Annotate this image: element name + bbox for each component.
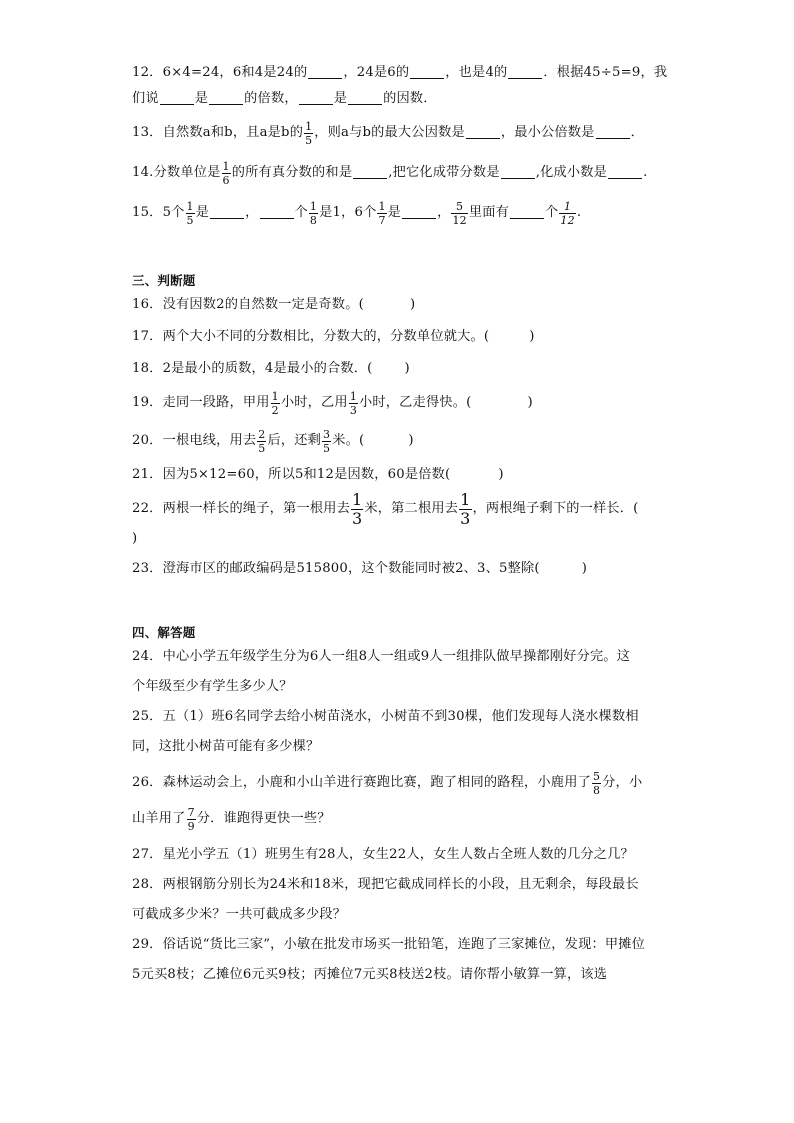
q14-text: ,化成小数是 <box>535 165 608 180</box>
fraction-denominator: 12 <box>560 213 575 227</box>
answer-blank[interactable] <box>402 204 436 219</box>
q21-paren-close: ) <box>498 467 504 482</box>
q19-paren-close: ) <box>527 395 533 410</box>
fraction-numerator: 5 <box>456 199 464 213</box>
fraction <box>351 489 363 528</box>
q26-text: 山羊用了 <box>132 811 186 826</box>
answer-blank[interactable] <box>508 64 542 79</box>
answer-blank[interactable] <box>501 164 535 179</box>
answer-blank[interactable] <box>510 204 544 219</box>
q19-text: 19．走同一段路，甲用 <box>132 395 270 410</box>
q18-text: 18．2是最小的质数，4是最小的合数．( <box>132 361 373 376</box>
q12-text: 是 <box>333 91 348 106</box>
q12-text: 的因数． <box>383 91 437 106</box>
q23-paren-close: ) <box>581 561 588 576</box>
section-heading-judgement: 三、判断题 <box>132 273 196 288</box>
q12-text: ，24是6的 <box>343 65 410 80</box>
q13-text: ，最小公倍数是 <box>500 125 595 140</box>
question-21 <box>132 464 672 486</box>
q12-text: 们说 <box>132 91 159 106</box>
q12-text: 是 <box>194 91 209 106</box>
fraction <box>304 121 313 146</box>
q15-text: 个 <box>545 205 559 220</box>
q12-text: ．根据45÷5=9，我 <box>543 65 668 80</box>
q20-text: 后，还剩 <box>267 433 322 448</box>
question-24-line-2: 个年级至少有学生多少人？ <box>132 679 293 694</box>
fraction-denominator: 5 <box>186 213 194 227</box>
question-20 <box>132 426 672 456</box>
q13-text: ，则a与b的最大公因数是 <box>314 125 465 140</box>
q14-text: 的所有真分数的和是 <box>231 165 353 180</box>
q14-text: 14.分数单位是 <box>132 165 221 180</box>
fraction <box>377 201 386 226</box>
fraction-denominator: 5 <box>323 441 331 455</box>
q15-text: ， <box>437 205 451 220</box>
question-15 <box>132 198 672 228</box>
q12-text: ，也是4的 <box>445 65 508 80</box>
q12-text: 的倍数， <box>244 91 298 106</box>
fraction-denominator: 8 <box>309 213 318 227</box>
q19-text: 小时，乙走得快。( <box>359 395 472 410</box>
question-18 <box>132 358 672 380</box>
q26-text: 分，小 <box>602 775 643 790</box>
question-13 <box>132 118 672 148</box>
fraction-numerator: 5 <box>592 769 601 783</box>
fraction-numerator: 1 <box>271 389 279 403</box>
question-29-line-1: 29．俗话说“货比三家”，小敏在批发市场买一批铅笔，连跑了三家摊位，发现：甲摊位 <box>132 937 646 952</box>
fraction-numerator: 1 <box>222 159 230 173</box>
fraction-denominator: 3 <box>352 508 363 528</box>
question-25-line-2: 同，这批小树苗可能有多少棵？ <box>132 739 320 754</box>
answer-blank[interactable] <box>410 64 444 79</box>
q13-text: ． <box>630 125 644 140</box>
q15-text: 个 <box>294 205 308 220</box>
answer-blank[interactable] <box>260 204 294 219</box>
fraction <box>592 771 601 796</box>
question-27: 27．星光小学五（1）班男生有28人，女生22人，女生人数占全班人数的几分之几？ <box>132 847 634 862</box>
q15-text: 15．5个 <box>132 205 185 220</box>
question-26-line-2 <box>132 804 672 834</box>
q22-text: 米，第二根用去 <box>364 501 459 516</box>
fraction <box>309 201 318 226</box>
fraction <box>187 807 196 832</box>
question-29-line-2: 5元买8枝；乙摊位6元买9枝；丙摊位7元买8枝送2枝。请你帮小敏算一算，该选 <box>132 967 608 982</box>
question-24-line-1: 24．中心小学五年级学生分为6人一组8人一组或9人一组排队做早操都刚好分完。这 <box>132 649 631 664</box>
answer-blank[interactable] <box>210 204 244 219</box>
answer-blank[interactable] <box>308 64 342 79</box>
fraction <box>451 201 467 226</box>
fraction <box>186 201 195 226</box>
q26-text: 26．森林运动会上，小鹿和小山羊进行赛跑比赛，跑了相同的路程，小鹿用了 <box>132 775 591 790</box>
fraction <box>322 429 331 454</box>
fraction-numerator: 1 <box>460 489 471 509</box>
q22-paren-close: ) <box>132 531 138 546</box>
fraction-denominator: 3 <box>349 403 358 417</box>
question-12-line-2 <box>132 88 672 110</box>
q17-text: 17．两个大小不同的分数相比，分数大的，分数单位就大。( <box>132 329 490 344</box>
question-23 <box>132 558 672 580</box>
q20-paren-close: ) <box>408 433 414 448</box>
q15-text: 里面有 <box>468 205 510 220</box>
question-22-line-2 <box>132 528 672 550</box>
fraction-denominator: 5 <box>305 133 313 147</box>
fraction-numerator: 2 <box>258 427 266 441</box>
answer-blank[interactable] <box>160 90 194 105</box>
q15-text: . <box>576 205 582 220</box>
fraction-denominator: 3 <box>460 508 471 528</box>
fraction <box>459 489 471 528</box>
fraction-numerator: 1 <box>564 199 572 213</box>
fraction-numerator: 1 <box>352 489 363 509</box>
fraction-denominator: 6 <box>222 173 230 187</box>
answer-blank[interactable] <box>596 124 630 139</box>
worksheet-content <box>132 62 672 986</box>
answer-blank[interactable] <box>353 164 387 179</box>
question-28-line-1: 28．两根钢筋分别长为24米和18米，现把它截成同样长的小段，且无剩余，每段最长 <box>132 877 639 892</box>
q18-paren-close: ) <box>404 361 410 376</box>
fraction <box>271 391 280 416</box>
question-17 <box>132 326 672 348</box>
q13-text: 13．自然数a和b，且a是b的 <box>132 125 304 140</box>
q17-paren-close: ) <box>529 329 535 344</box>
answer-blank[interactable] <box>466 124 500 139</box>
q16-text: 16．没有因数2的自然数一定是奇数。( <box>132 297 364 312</box>
q19-text: 小时，乙用 <box>280 395 348 410</box>
question-14 <box>132 158 672 188</box>
question-28-line-2: 可截成多少米？一共可截成多少段？ <box>132 907 347 922</box>
fraction-denominator: 2 <box>271 403 279 417</box>
q16-paren-close: ) <box>409 297 416 312</box>
q22-text: 22．两根一样长的绳子，第一根用去 <box>132 501 350 516</box>
fraction-numerator: 1 <box>305 119 313 133</box>
fraction-numerator: 1 <box>378 199 386 213</box>
question-12-line-1 <box>132 62 672 84</box>
q15-text: 是1，6个 <box>319 205 377 220</box>
q12-text: 12．6×4=24，6和4是24的 <box>132 65 308 80</box>
q15-text: 是 <box>387 205 402 220</box>
q14-text: . <box>643 165 648 180</box>
q15-text: ， <box>245 205 259 220</box>
fraction-denominator: 12 <box>452 213 467 227</box>
fraction-denominator: 5 <box>258 441 266 455</box>
fraction-numerator: 1 <box>349 389 358 403</box>
fraction <box>559 201 575 226</box>
answer-blank[interactable] <box>608 164 642 179</box>
q14-text: ,把它化成带分数是 <box>388 165 500 180</box>
question-16 <box>132 294 672 316</box>
q20-text: 20．一根电线，用去 <box>132 433 257 448</box>
q21-text: 21．因为5×12=60，所以5和12是因数，60是倍数( <box>132 467 451 482</box>
fraction-denominator: 7 <box>378 213 386 227</box>
question-22 <box>132 489 672 528</box>
q26-text: 分．谁跑得更快一些？ <box>196 811 331 826</box>
section-heading-problems: 四、解答题 <box>132 625 196 640</box>
q23-text: 23．澄海市区的邮政编码是515800，这个数能同时被2、3、5整除( <box>132 561 540 576</box>
fraction-numerator: 7 <box>187 805 195 819</box>
fraction-numerator: 1 <box>309 199 318 213</box>
question-26-line-1 <box>132 768 672 798</box>
question-25-line-1: 25．五（1）班6名同学去给小树苗浇水，小树苗不到30棵，他们发现每人浇水棵数相 <box>132 709 639 724</box>
fraction-numerator: 1 <box>186 199 194 213</box>
fraction-denominator: 8 <box>592 783 601 797</box>
fraction <box>349 391 358 416</box>
fraction <box>257 429 266 454</box>
answer-blank[interactable] <box>299 90 333 105</box>
fraction <box>222 161 231 186</box>
q20-text: 米。( <box>332 433 365 448</box>
answer-blank[interactable] <box>348 90 382 105</box>
answer-blank[interactable] <box>209 90 243 105</box>
q15-text: 是 <box>195 205 210 220</box>
question-19 <box>132 388 672 418</box>
fraction-denominator: 9 <box>187 819 195 833</box>
q22-text: ，两根绳子剩下的一样长．( <box>472 501 639 516</box>
fraction-numerator: 3 <box>323 427 331 441</box>
